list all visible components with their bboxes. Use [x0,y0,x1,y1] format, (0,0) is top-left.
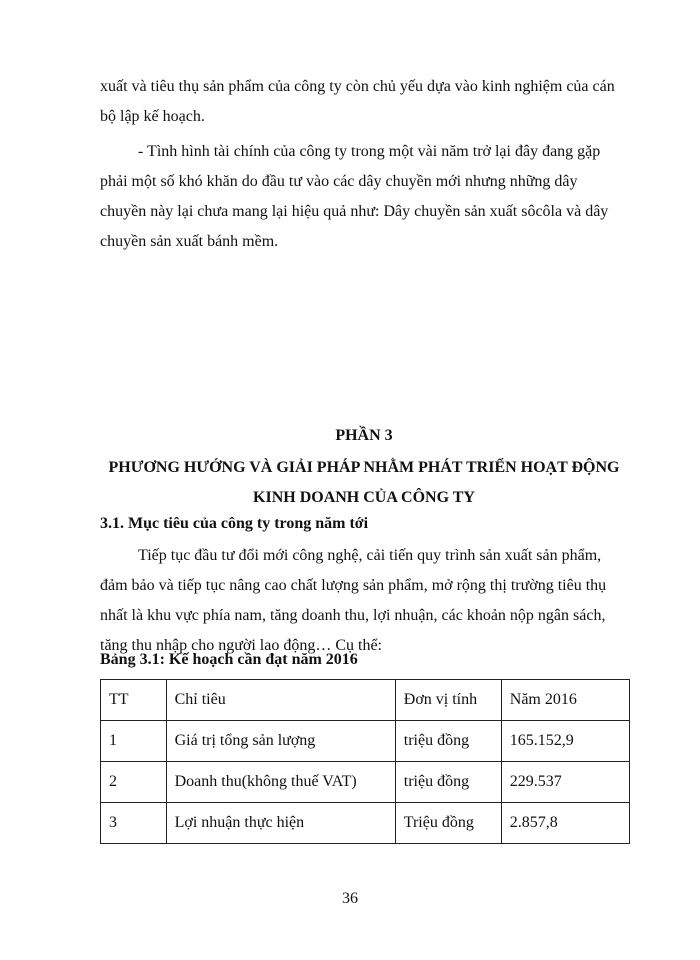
paragraph-line: - Tình hình tài chính của công ty trong một vài năm trở lại đây đang gặp [138,143,601,160]
part-title-line-1: PHƯƠNG HƯỚNG VÀ GIẢI PHÁP NHẰM PHÁT TRIỂN HOẠT ĐỘNG [108,459,620,476]
table-header-cell: Chỉ tiêu [166,680,395,721]
table-header-cell: Năm 2016 [501,680,629,721]
table-cell: triệu đồng [395,721,501,762]
table-header-row [101,680,630,721]
part-label: PHẦN 3 [335,427,393,444]
table-row [101,762,630,803]
paragraph-line: Tiếp tục đầu tư đổi mới công nghệ, cải tiến quy trình sản xuất sản phẩm, [138,547,602,564]
paragraph-objectives [100,541,628,661]
paragraph-line: nhất là khu vực phía nam, tăng doanh thu, lợi nhuận, các khoản nộp ngân sách, [100,607,606,624]
table-cell: 1 [101,721,167,762]
paragraph-line: xuất và tiêu thụ sản phẩm của công ty còn chủ yếu dựa vào kinh nghiệm của cán [100,78,615,95]
table-cell: Triệu đồng [395,803,501,844]
table-row [101,803,630,844]
page-number: 36 [342,890,358,907]
table-cell: 2.857,8 [501,803,629,844]
paragraph-line: bộ lập kế hoạch. [100,108,205,125]
paragraph-line: phải một số khó khăn do đầu tư vào các dây chuyền mới nhưng những dây [100,173,578,190]
section-heading: 3.1. Mục tiêu của công ty trong năm tới [100,515,369,532]
table-header-cell: Đơn vị tính [395,680,501,721]
paragraph-continuation [100,72,628,132]
paragraph-line: tăng thu nhập cho người lao động… Cụ thể: [100,637,382,654]
paragraph-line: chuyền này lại chưa mang lại hiệu quả như: Dây chuyền sản xuất sôcôla và dây [100,203,609,220]
plan-table [100,679,630,844]
table-cell: Doanh thu(không thuế VAT) [166,762,395,803]
paragraph-financial-situation [100,137,628,257]
table-cell: Giá trị tổng sản lượng [166,721,395,762]
table-cell: triệu đồng [395,762,501,803]
table-caption: Bảng 3.1: Kế hoạch cần đạt năm 2016 [100,651,358,668]
table-cell: 3 [101,803,167,844]
table-cell: 229.537 [501,762,629,803]
table-cell: Lợi nhuận thực hiện [166,803,395,844]
table-row [101,721,630,762]
part-title-line-2: KINH DOANH CỦA CÔNG TY [253,489,475,506]
paragraph-line: đảm bảo và tiếp tục nâng cao chất lượng sản phẩm, mở rộng thị trường tiêu thụ [100,577,607,594]
table-cell: 2 [101,762,167,803]
paragraph-line: chuyền sản xuất bánh mềm. [100,233,279,250]
table-cell: 165.152,9 [501,721,629,762]
table-header-cell: TT [101,680,167,721]
